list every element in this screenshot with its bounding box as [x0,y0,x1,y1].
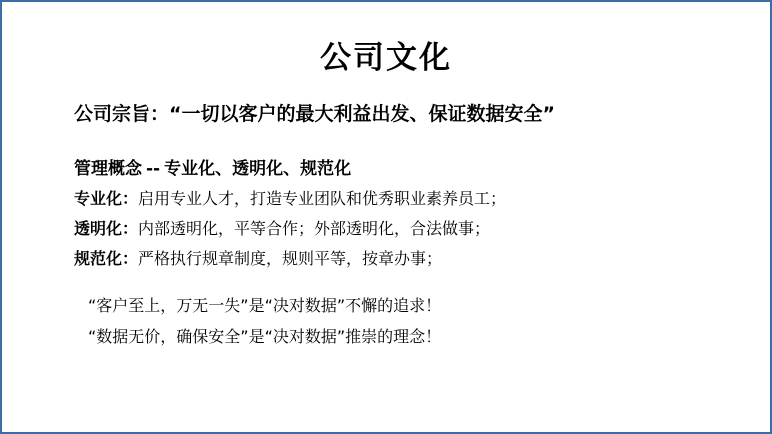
page-title: 公司文化 [320,40,452,76]
list-item-label: 专业化： [74,189,139,208]
management-concept-label: 管理概念 [74,159,142,179]
company-motto-text: “一切以客户的最大利益出发、保证数据安全” [169,103,555,125]
slide-content [2,2,770,432]
list-item [74,246,740,269]
list-item-value: 内部透明化，平等合作；外部透明化，合法做事； [138,219,491,238]
management-concept-heading [74,154,740,179]
company-motto-label: 公司宗旨： [74,103,170,125]
list-item-value: 严格执行规章制度，规则平等，按章办事； [138,249,443,268]
tagline-second: “数据无价，确保安全”是“决对数据”推崇的理念！ [88,327,442,346]
list-item-value: 启用专业人才，打造专业团队和优秀职业素养员工； [138,189,507,208]
list-item [74,216,740,239]
list-item [74,186,740,209]
management-concept-dash: -- [146,159,161,179]
tagline-first: “客户至上，万无一失”是“决对数据”不懈的追求！ [88,296,442,315]
tagline-block [88,293,740,347]
management-concept-value: 专业化、透明化、规范化 [164,159,352,179]
list-item-label: 透明化： [74,219,139,238]
list-item-label: 规范化： [74,249,139,268]
company-motto-line [74,99,740,126]
